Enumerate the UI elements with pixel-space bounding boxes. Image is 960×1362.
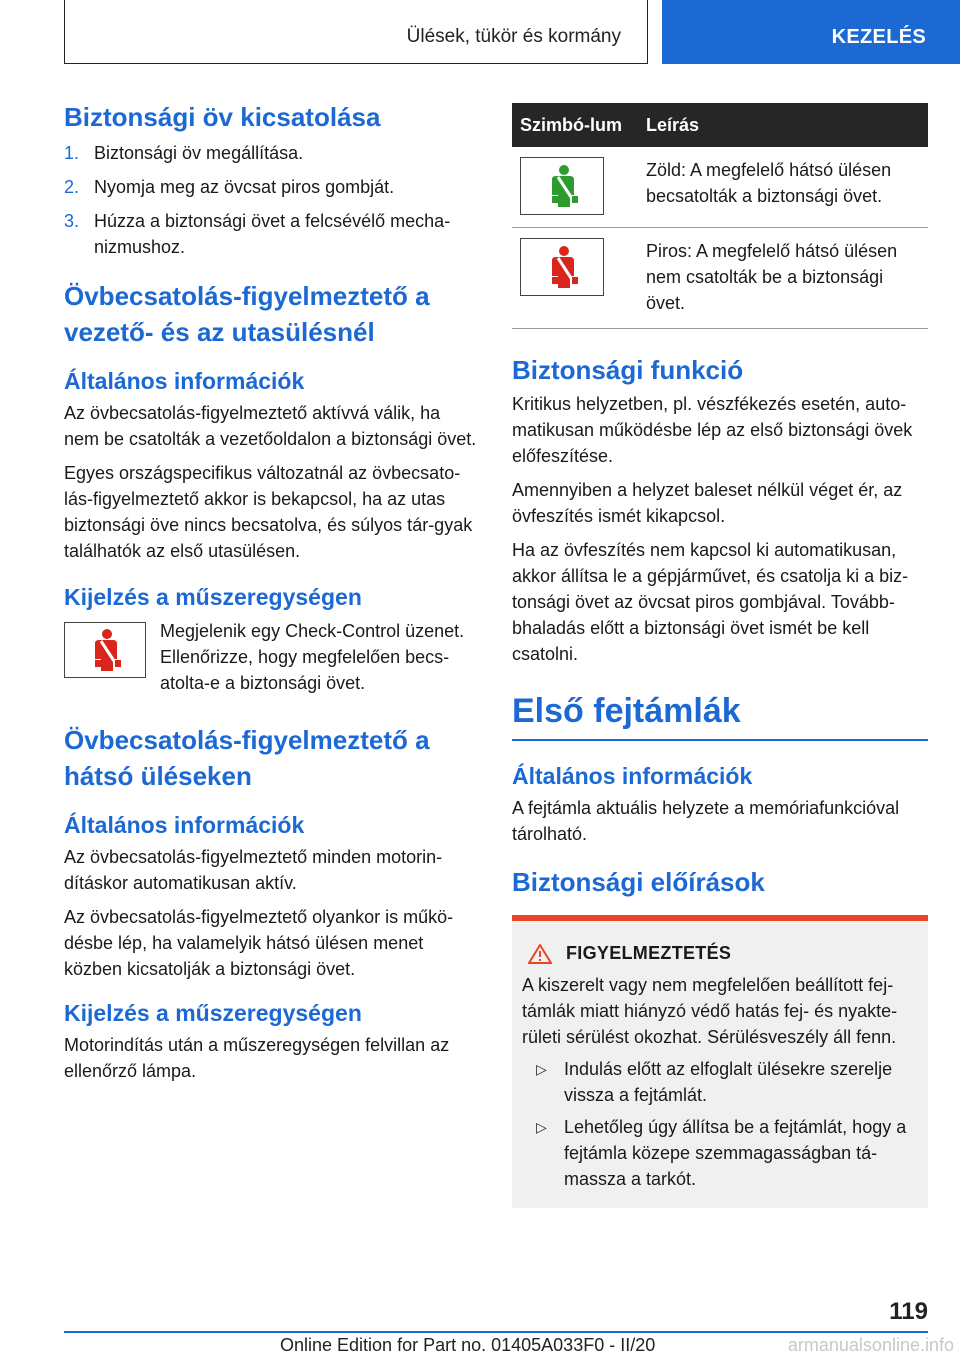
safety-para-2: Amennyiben a helyzet baleset nélkül véget ér, az övfeszítés ismét kikapcsol. <box>512 480 903 526</box>
right-column <box>512 103 928 1208</box>
left-column <box>64 100 478 1084</box>
table-header-description: Leírás <box>638 103 928 147</box>
step-number: 2. <box>64 177 80 197</box>
general-info-title: Általános információk <box>512 763 753 789</box>
warning-label: FIGYELMEZTETÉS <box>566 943 732 963</box>
table-cell-description: Piros: A megfelelő hátsó ülésen nem csatolták be a biztonsági övet. <box>638 228 928 329</box>
step-number: 3. <box>64 211 80 231</box>
step-text: Biztonsági öv megállítása. <box>94 143 304 163</box>
table-row <box>512 228 928 329</box>
list-item <box>530 1056 914 1108</box>
display-title: Kijelzés a műszeregységen <box>64 584 362 610</box>
safety-para-3: Ha az övfeszítés nem kapcsol ki automatikusan, akkor állítsa le a gépjárművet, és csatolja ki a biz-tonsági övet az övcsat piros gombjával. Tovább-bhaladás előtt a biztonsági övet ismét be kell csatolni. <box>512 540 909 664</box>
buckle-title: Biztonsági öv kicsatolása <box>64 102 381 132</box>
rear-para-1: Az övbecsatolás-figyelmeztető minden motorin-dításkor automatikusan aktív. <box>64 847 443 893</box>
driver-para-1: Az övbecsatolás-figyelmeztető aktívvá válik, ha nem be csatolták a vezetőoldalon a biztonsági övet. <box>64 403 477 449</box>
list-item <box>530 1114 914 1192</box>
section-title: Ülések, tükör és kormány <box>406 26 621 47</box>
step-text: Húzza a biztonsági övet a felcsévélő mecha-nizmushoz. <box>94 211 451 257</box>
buckle-steps <box>64 140 478 260</box>
table-cell-description: Zöld: A megfelelő hátsó ülésen becsatolták a biztonsági övet. <box>638 147 928 228</box>
watermark: armanualsonline.info <box>787 1335 954 1355</box>
bullet-triangle-icon: ▷ <box>536 1061 547 1077</box>
step-item <box>64 174 478 200</box>
page-number: 119 <box>889 1298 928 1325</box>
display-row <box>64 622 478 696</box>
general-info-title: Általános információk <box>64 368 305 394</box>
seatbelt-green-icon <box>520 157 604 215</box>
header-section-box <box>64 0 648 64</box>
bullet-text: Lehetőleg úgy állítsa be a fejtámlát, hogy a fejtámla közepe szemmagasságban tá-massza a tarkót. <box>564 1117 907 1189</box>
step-item <box>64 140 478 166</box>
headrest-para: A fejtámla aktuális helyzete a memóriafunkcióval tárolható. <box>512 798 900 844</box>
headrest-chapter-title: Első fejtámlák <box>512 689 928 741</box>
table-row <box>512 147 928 228</box>
step-number: 1. <box>64 143 80 163</box>
rear-para-2: Az övbecsatolás-figyelmeztető olyankor is műkö-désbe lép, ha valamelyik hátsó ülésen menet közben kicsatolják a biztonsági övet. <box>64 907 454 979</box>
warning-bullets <box>522 1056 914 1192</box>
rear-warning-title: Övbecsatolás-figyelmeztető a hátsó üléseken <box>64 725 430 791</box>
step-item <box>64 208 478 260</box>
display-text: Motorindítás után a műszeregységen felvillan az ellenőrző lámpa. <box>64 1035 450 1081</box>
step-text: Nyomja meg az övcsat piros gombját. <box>94 177 395 197</box>
display-title: Kijelzés a műszeregységen <box>64 1000 362 1026</box>
bullet-text: Indulás előtt az elfoglalt ülésekre szerelje vissza a fejtámlát. <box>564 1059 893 1105</box>
symbol-table <box>512 103 928 329</box>
table-header-row <box>512 103 928 147</box>
safety-function-title: Biztonsági funkció <box>512 355 744 385</box>
general-info-title: Általános információk <box>64 812 305 838</box>
seatbelt-red-icon <box>520 238 604 296</box>
chapter-tab-label: KEZELÉS <box>831 26 926 48</box>
driver-warning-title: Övbecsatolás-figyelmeztető a vezető- és az utasülésnél <box>64 281 430 347</box>
warning-header <box>528 943 914 964</box>
chapter-tab[interactable] <box>662 0 960 64</box>
display-text: Megjelenik egy Check-Control üzenet. Ellenőrizze, hogy megfelelően becs-atolta-e a biztonsági övet. <box>160 621 465 693</box>
safety-notes-title: Biztonsági előírások <box>512 867 765 897</box>
seatbelt-warning-icon <box>64 622 146 678</box>
warning-box <box>512 915 928 1208</box>
bullet-triangle-icon: ▷ <box>536 1119 547 1135</box>
driver-para-2: Egyes országspecifikus változatnál az övbecsato-lás-figyelmeztető akkor is bekapcsol, ha az utas biztonsági öve nincs becsatolva, és súlyos tár-gyak találhatók az első utasülésen. <box>64 463 473 561</box>
warning-text: A kiszerelt vagy nem megfelelően beállított fej-támlák miatt hiányzó védő hatás fej- és nyakte-rületi sérülést okozhat. Sérülésveszély áll fenn. <box>522 975 898 1047</box>
warning-triangle-icon <box>528 944 552 964</box>
footer-divider <box>64 1331 928 1333</box>
table-header-symbol: Szimbó-lum <box>512 103 638 147</box>
edition-text: Online Edition for Part no. 01405A033F0 - II/20 <box>280 1335 656 1355</box>
safety-para-1: Kritikus helyzetben, pl. vészfékezés esetén, auto-matikusan működésbe lép az első biztonsági övek előfeszítése. <box>512 394 913 466</box>
